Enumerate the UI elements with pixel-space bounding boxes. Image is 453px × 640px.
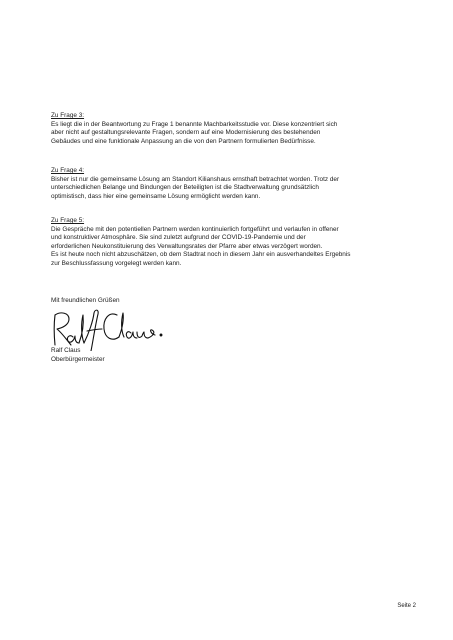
paragraph-line: optimistisch, dass hier eine gemeinsame Lösung ermöglicht werden kann. [51, 192, 261, 200]
page-number: Seite 2 [397, 603, 416, 609]
paragraph-line: erforderlichen Neukonstituierung des Verwaltungsrates der Pfarre aber etwas verzögert worden. [51, 242, 323, 250]
paragraph-line: Es ist heute noch nicht abzuschätzen, ob dem Stadtrat noch in diesem Jahr ein ausverhandeltes Ergebnis [51, 251, 351, 259]
section-heading: Zu Frage 5: [51, 217, 85, 224]
section-heading: Zu Frage 4: [51, 167, 85, 174]
paragraph-line: unterschiedlichen Belange und Bindungen der Beteiligten ist die Stadtverwaltung grundsätzlich [51, 184, 319, 192]
signer-title: Oberbürgermeister [51, 355, 105, 363]
paragraph-line: Bisher ist nur die gemeinsame Lösung am Standort Kilianshaus ernsthaft betrachtet worden. Trotz der [51, 175, 340, 183]
closing-greeting: Mit freundlichen Grüßen [51, 297, 120, 304]
paragraph-line: Die Gespräche mit den potentiellen Partnern werden kontinuierlich fortgeführt und verlaufen in offener [51, 225, 339, 233]
handwritten-signature [49, 305, 189, 351]
signer-name: Ralf Claus [51, 347, 81, 354]
paragraph-line: aber nicht auf gestaltungsrelevante Fragen, sondern auf eine Modernisierung des bestehenden [51, 129, 321, 137]
signer-block [51, 347, 411, 364]
paragraph-line: Gebäudes und eine funktionale Anpassung an die von den Partnern formulierten Bedürfnisse. [51, 137, 316, 145]
section-heading: Zu Frage 3: [51, 112, 85, 119]
paragraph-line: Es liegt die in der Beantwortung zu Frage 1 benannte Machbarkeitsstudie vor. Diese konzentriert sich [51, 120, 338, 128]
section-question-5 [51, 217, 411, 269]
section-question-3 [51, 112, 411, 146]
paragraph-line: und konstruktiver Atmosphäre. Sie sind zuletzt aufgrund der COVID-19-Pandemie und der [51, 234, 306, 242]
section-question-4 [51, 167, 411, 201]
paragraph-line: zur Beschlussfassung vorgelegt werden kann. [51, 259, 182, 267]
